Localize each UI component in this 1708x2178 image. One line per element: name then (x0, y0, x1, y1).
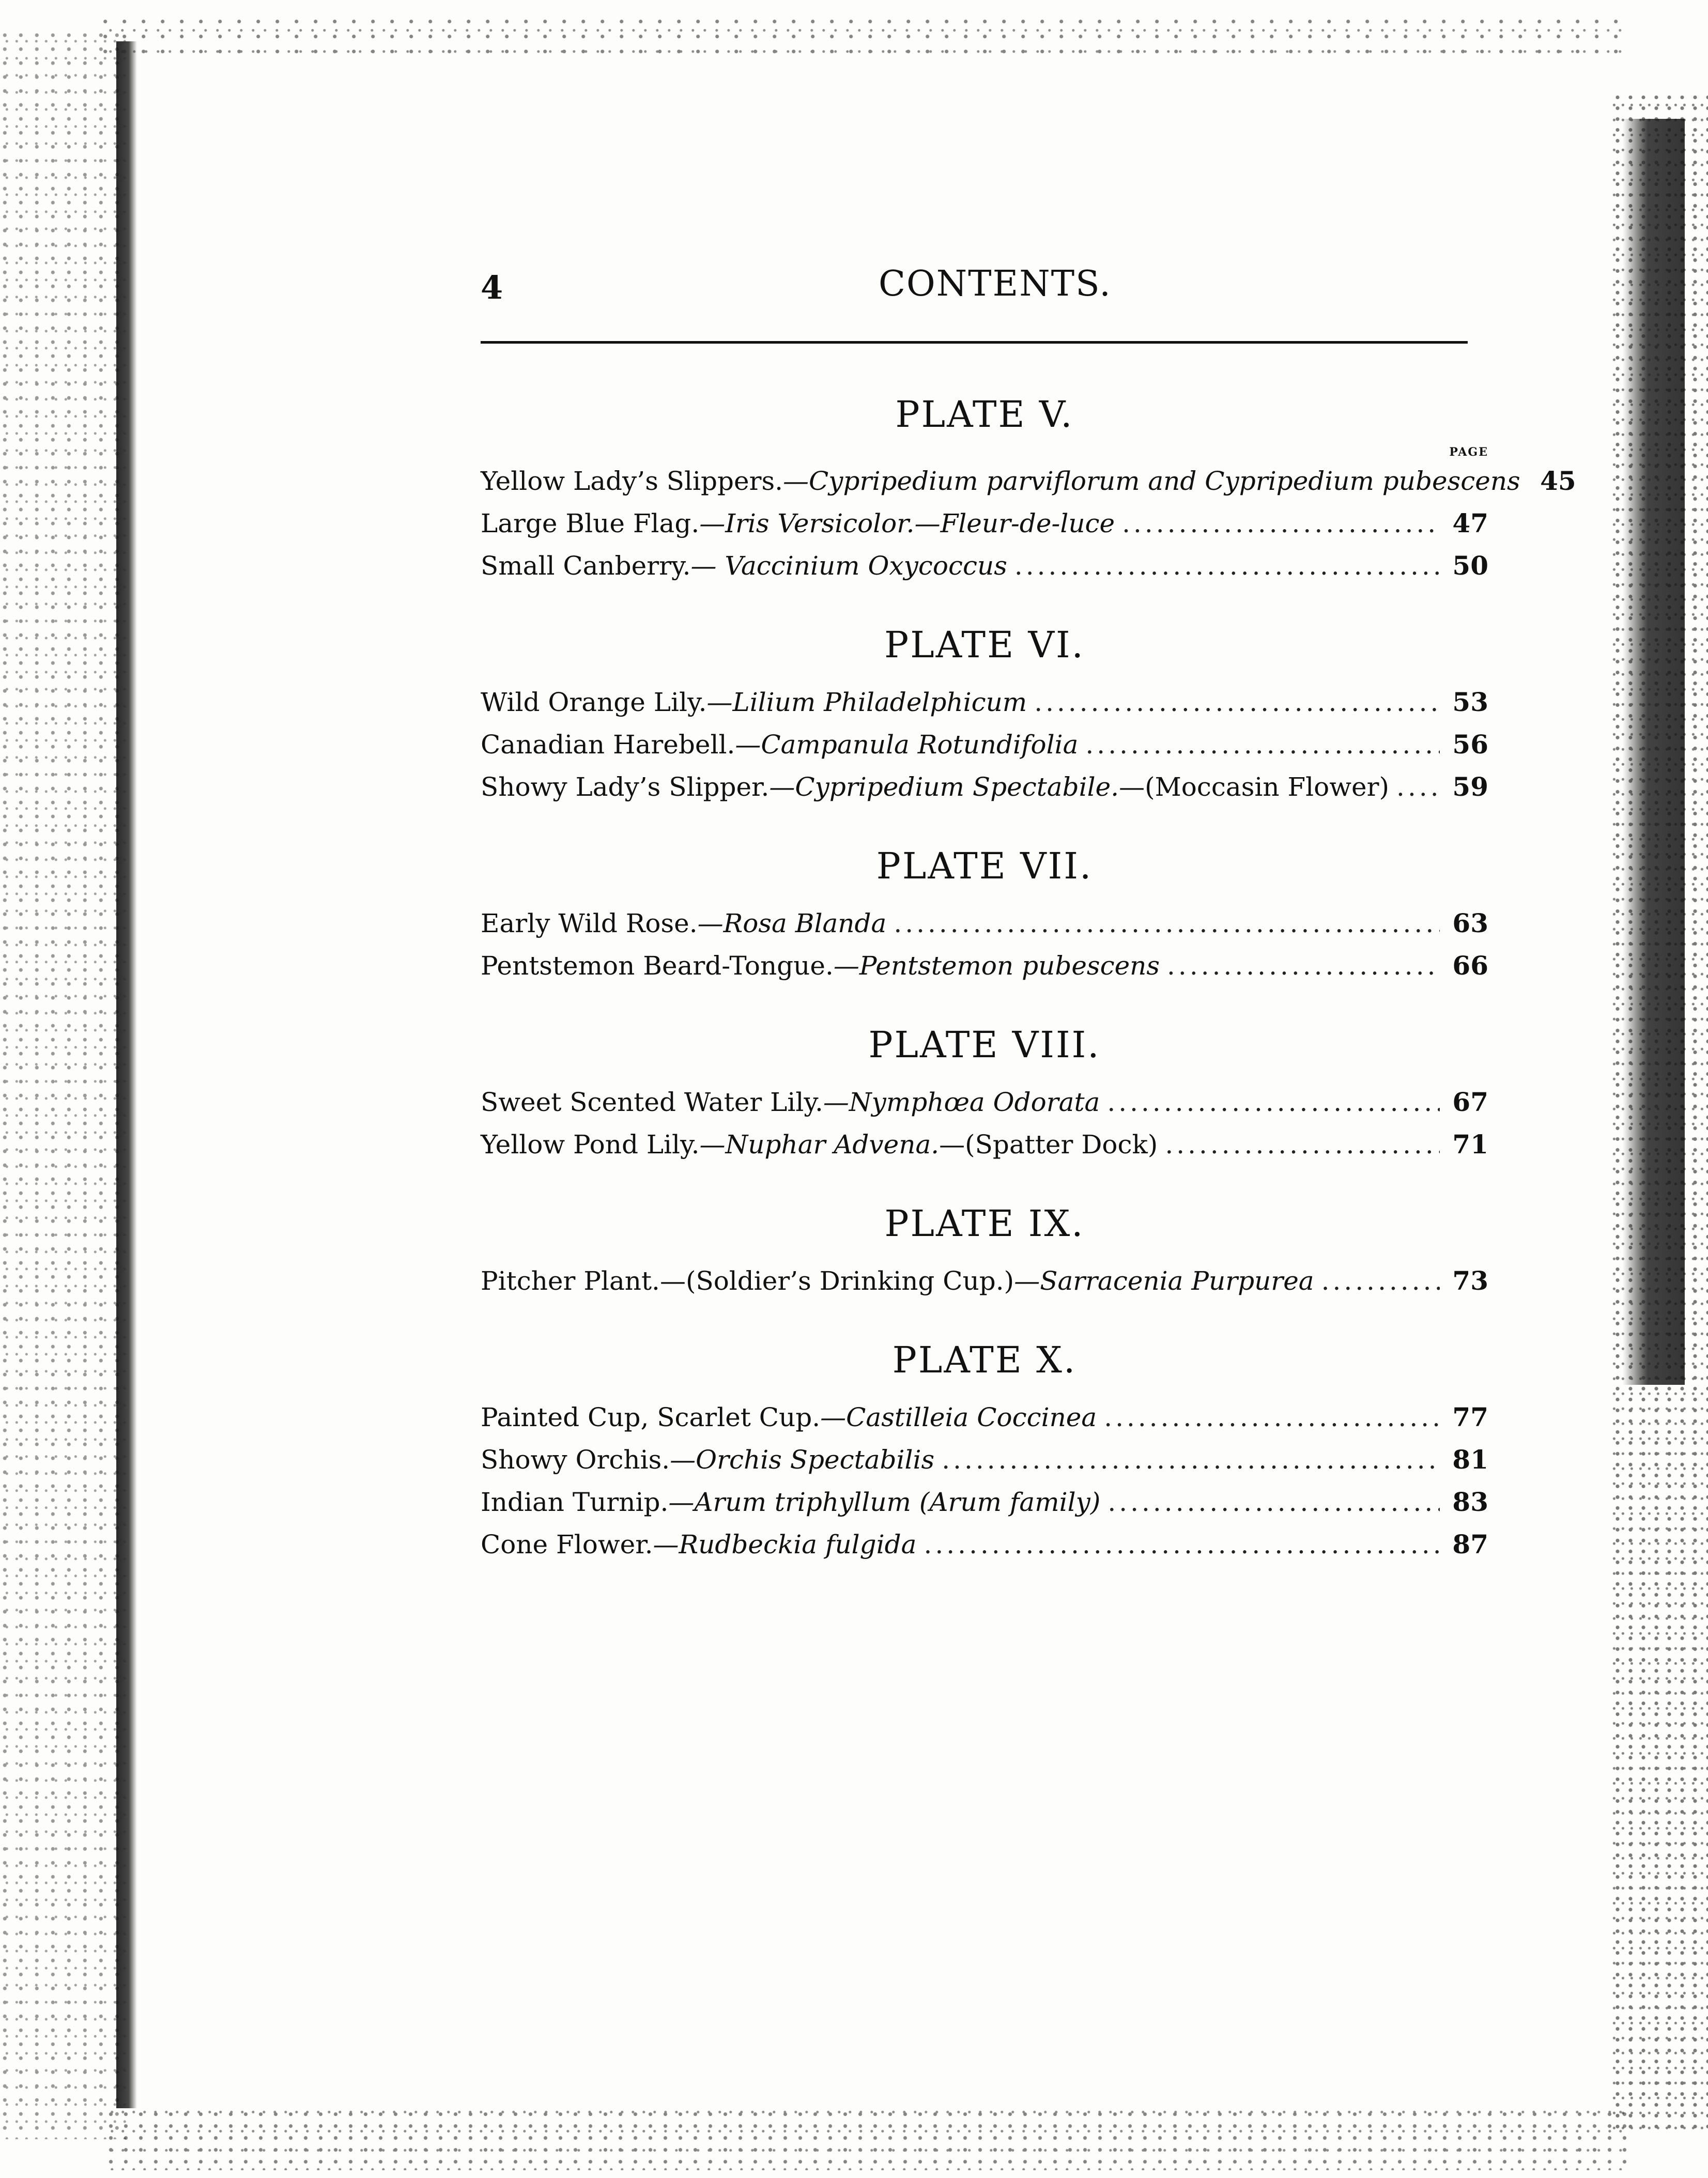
page-reference: 59 (1452, 771, 1488, 802)
plate-section (481, 1023, 1488, 1166)
contents-entry (481, 1439, 1488, 1481)
botanical-name: —Sarracenia Purpurea (1014, 1266, 1314, 1296)
plate-section (481, 623, 1488, 808)
botanical-name: —Cypripedium Spectabile. (769, 772, 1119, 802)
dot-leader (1396, 766, 1440, 808)
dot-leader (1321, 1260, 1440, 1302)
page-reference: 66 (1452, 950, 1488, 981)
scan-edge-left (0, 31, 129, 2139)
botanical-name: —Rudbeckia fulgida (653, 1530, 917, 1559)
binding-shadow-right (1623, 119, 1685, 1385)
binding-shadow-left (116, 41, 137, 2108)
common-name: Cone Flower. (481, 1530, 653, 1559)
page-number: 4 (481, 269, 503, 306)
botanical-name: — Vaccinium Oxycoccus (690, 551, 1007, 581)
contents-entry (481, 1260, 1488, 1302)
contents-entry (481, 681, 1488, 723)
plate-heading: PLATE V. (895, 393, 1074, 436)
page-reference: 53 (1452, 687, 1488, 717)
page-reference: 73 (1452, 1265, 1488, 1296)
page-reference: 83 (1452, 1487, 1488, 1517)
dot-leader (1107, 1081, 1440, 1123)
dot-leader (924, 1523, 1440, 1566)
common-name: Painted Cup, Scarlet Cup. (481, 1402, 821, 1432)
alternate-name: —(Moccasin Flower) (1119, 772, 1390, 802)
common-name: Early Wild Rose. (481, 908, 698, 938)
scan-edge-bottom (103, 2108, 1628, 2170)
contents-entry (481, 1123, 1488, 1166)
plate-section (481, 844, 1488, 987)
botanical-name: —Pentstemon pubescens (833, 951, 1160, 981)
botanical-name: —Cypripedium parviflorum and Cypripedium pubescens (783, 466, 1520, 496)
contents-entry (481, 945, 1488, 987)
page-reference: 71 (1452, 1129, 1488, 1160)
common-name: Sweet Scented Water Lily. (481, 1087, 823, 1117)
page-reference: 67 (1452, 1087, 1488, 1117)
common-name: Showy Lady’s Slipper. (481, 772, 770, 802)
plate-heading: PLATE VII. (876, 845, 1093, 887)
botanical-name: —Campanula Rotundifolia (735, 730, 1079, 760)
common-name: Pentstemon Beard-Tongue. (481, 951, 834, 981)
dot-leader (894, 902, 1440, 945)
alternate-name: —(Spatter Dock) (939, 1130, 1158, 1160)
common-name: Small Canberry. (481, 551, 691, 581)
common-name: Indian Turnip. (481, 1487, 669, 1517)
common-name: Showy Orchis. (481, 1445, 670, 1475)
plate-section (481, 393, 1576, 587)
botanical-name: —Nuphar Advena. (699, 1130, 940, 1160)
contents-entry (481, 1523, 1488, 1566)
botanical-name: —Iris Versicolor.—Fleur-de-luce (699, 508, 1115, 538)
scan-edge-top (103, 16, 1628, 62)
page-column-label: PAGE (1449, 445, 1488, 459)
common-name: Yellow Pond Lily. (481, 1130, 700, 1160)
page-reference: 45 (1540, 466, 1576, 496)
plate-section (481, 1338, 1488, 1566)
common-name: Large Blue Flag. (481, 508, 700, 538)
botanical-name: —Lilium Philadelphicum (706, 687, 1027, 717)
contents-entry (481, 902, 1488, 945)
page-reference: 87 (1452, 1529, 1488, 1559)
contents-entry (481, 502, 1488, 545)
dot-leader (1167, 945, 1440, 987)
contents-entry (481, 723, 1488, 766)
contents-entry (481, 545, 1488, 587)
contents-entry (481, 766, 1488, 808)
dot-leader (942, 1439, 1440, 1481)
page-reference: 77 (1452, 1402, 1488, 1432)
contents-entry (481, 460, 1576, 502)
page-reference: 63 (1452, 908, 1488, 938)
plate-heading: PLATE IX. (884, 1202, 1085, 1245)
plate-heading: PLATE X. (892, 1339, 1077, 1381)
dot-leader (1165, 1123, 1440, 1166)
plate-section (481, 1202, 1488, 1302)
page-reference: 56 (1452, 729, 1488, 760)
contents-entry (481, 1396, 1488, 1439)
dot-leader (1014, 545, 1440, 587)
botanical-name: —Rosa Blanda (697, 908, 887, 938)
common-name: Canadian Harebell. (481, 730, 735, 760)
contents-entry (481, 1081, 1488, 1123)
botanical-name: —Nymphœa Odorata (823, 1087, 1100, 1117)
page-title: CONTENTS. (879, 264, 1112, 304)
contents-entry (481, 1481, 1488, 1523)
common-name: Yellow Lady’s Slippers. (481, 466, 783, 496)
page-reference: 50 (1452, 550, 1488, 581)
botanical-name: —Arum triphyllum (Arum family) (668, 1487, 1101, 1517)
dot-leader (1085, 723, 1440, 766)
botanical-name: —Orchis Spectabilis (670, 1445, 935, 1475)
common-name: Wild Orange Lily. (481, 687, 707, 717)
page-reference: 47 (1452, 508, 1488, 538)
plate-heading: PLATE VIII. (868, 1024, 1101, 1066)
dot-leader (1107, 1481, 1440, 1523)
dot-leader (1122, 502, 1440, 545)
contents-list (481, 372, 1576, 1602)
botanical-name: —Castilleia Coccinea (820, 1402, 1097, 1432)
page-reference: 81 (1452, 1444, 1488, 1475)
plate-heading: PLATE VI. (884, 624, 1085, 666)
dot-leader (1034, 681, 1440, 723)
common-name: Pitcher Plant.—(Soldier’s Drinking Cup.) (481, 1266, 1014, 1296)
header-rule (481, 341, 1468, 344)
dot-leader (1104, 1396, 1440, 1439)
